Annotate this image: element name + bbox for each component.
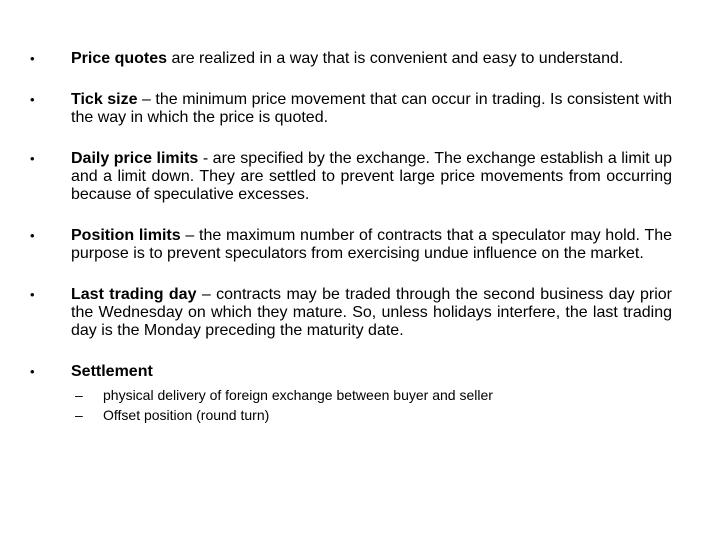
term-label: Last trading day bbox=[71, 286, 197, 303]
bullet-icon: • bbox=[30, 151, 35, 166]
term-label: Price quotes bbox=[71, 50, 168, 67]
term-label: Settlement bbox=[71, 363, 153, 380]
list-item-price-quotes bbox=[30, 50, 672, 68]
list-item-settlement bbox=[30, 363, 672, 425]
term-description: – the maximum number of contracts that a speculator may hold. The purpose is to prevent speculators from exercising undue influence on the market. bbox=[71, 227, 673, 262]
settlement-sub-list bbox=[71, 385, 672, 425]
term-label: Position limits bbox=[71, 227, 181, 244]
term-label: Daily price limits bbox=[71, 150, 199, 167]
term-description: – the minimum price movement that can occur in trading. Is consistent with the way in which the price is quoted. bbox=[71, 91, 673, 126]
list-item-position-limits bbox=[30, 227, 672, 263]
bullet-icon: • bbox=[30, 228, 35, 243]
term-description: are realized in a way that is convenient and easy to understand. bbox=[167, 50, 624, 67]
sub-item-text: physical delivery of foreign exchange between buyer and seller bbox=[103, 387, 493, 403]
term-description: - are specified by the exchange. The exchange establish a limit up and a limit down. They are settled to prevent large price movements from occurring because of speculative excesses. bbox=[71, 150, 673, 203]
list-item-daily-price-limits bbox=[30, 150, 672, 204]
bullet-icon: • bbox=[30, 51, 35, 66]
term-description: – contracts may be traded through the second business day prior the Wednesday on which they mature. So, unless holidays interfere, the last trading day is the Monday preceding the maturity date. bbox=[71, 286, 673, 339]
sub-item-text: Offset position (round turn) bbox=[103, 407, 270, 423]
term-label: Tick size bbox=[71, 91, 138, 108]
list-item-last-trading-day bbox=[30, 286, 672, 340]
bullet-icon: • bbox=[30, 92, 35, 107]
bullet-list bbox=[30, 50, 672, 425]
sub-list-item bbox=[71, 405, 672, 425]
bullet-icon: • bbox=[30, 364, 35, 379]
dash-icon: – bbox=[75, 387, 83, 403]
sub-list-item bbox=[71, 385, 672, 405]
list-item-tick-size bbox=[30, 91, 672, 127]
dash-icon: – bbox=[75, 407, 83, 423]
bullet-icon: • bbox=[30, 287, 35, 302]
